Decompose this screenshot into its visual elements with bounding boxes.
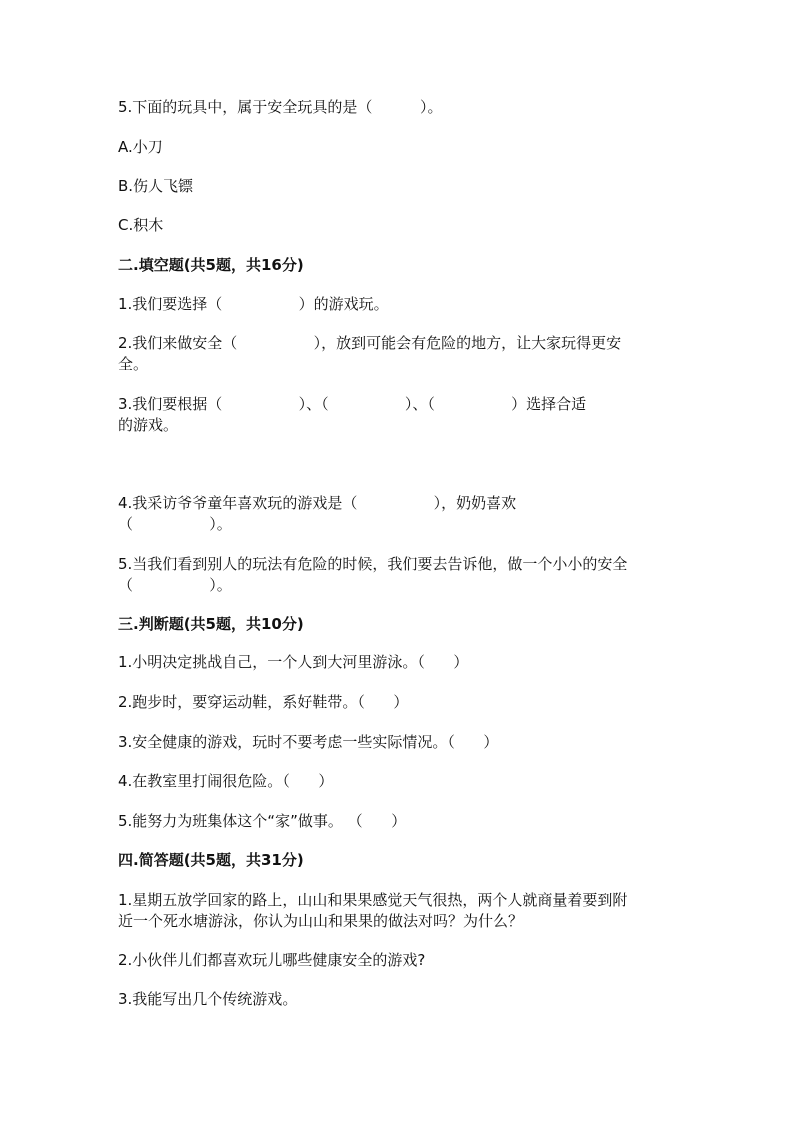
fill-question-4-line-2: （ ）。 bbox=[118, 515, 232, 533]
short-question-1-line-1: 1.星期五放学回家的路上，山山和果果感觉天气很热，两个人就商量着要到附 bbox=[118, 891, 628, 909]
judge-question-3: 3.安全健康的游戏，玩时不要考虑一些实际情况。（ ） bbox=[118, 733, 499, 751]
fill-question-5-line-1: 5.当我们看到别人的玩法有危险的时候，我们要去告诉他，做一个小小的安全 bbox=[118, 555, 628, 573]
section-heading-short-answer: 四.简答题(共5题，共31分) bbox=[118, 851, 304, 869]
fill-question-3-line-2: 的游戏。 bbox=[118, 416, 179, 434]
fill-question-4-line-1: 4.我采访爷爷童年喜欢玩的游戏是（ ），奶奶喜欢 bbox=[118, 494, 517, 512]
fill-question-2-line-2: 全。 bbox=[118, 355, 149, 373]
judge-question-2: 2.跑步时，要穿运动鞋，系好鞋带。（ ） bbox=[118, 693, 409, 711]
fill-question-1: 1.我们要选择（ ）的游戏玩。 bbox=[118, 295, 389, 313]
fill-question-3-line-1: 3.我们要根据（ ）、（ ）、（ ）选择合适 bbox=[118, 395, 587, 413]
judge-question-5: 5.能努力为班集体这个“家”做事。 （ ） bbox=[118, 812, 407, 830]
option-b: B.伤人飞镖 bbox=[118, 177, 194, 195]
section-heading-true-false: 三.判断题(共5题，共10分) bbox=[118, 615, 304, 633]
fill-question-5-line-2: （ ）。 bbox=[118, 576, 232, 594]
choice-question-5: 5.下面的玩具中，属于安全玩具的是（ ）。 bbox=[118, 98, 443, 116]
short-question-2: 2.小伙伴儿们都喜欢玩儿哪些健康安全的游戏? bbox=[118, 951, 426, 969]
short-question-1-line-2: 近一个死水塘游泳，你认为山山和果果的做法对吗？为什么？ bbox=[118, 912, 524, 930]
section-heading-fill-in: 二.填空题(共5题，共16分) bbox=[118, 256, 304, 274]
judge-question-4: 4.在教室里打闹很危险。（ ） bbox=[118, 772, 334, 790]
fill-question-2-line-1: 2.我们来做安全（ ），放到可能会有危险的地方，让大家玩得更安 bbox=[118, 334, 622, 352]
option-a: A.小刀 bbox=[118, 138, 163, 156]
judge-question-1: 1.小明决定挑战自己，一个人到大河里游泳。（ ） bbox=[118, 653, 469, 671]
short-question-3: 3.我能写出几个传统游戏。 bbox=[118, 990, 298, 1008]
option-c: C.积木 bbox=[118, 216, 164, 234]
